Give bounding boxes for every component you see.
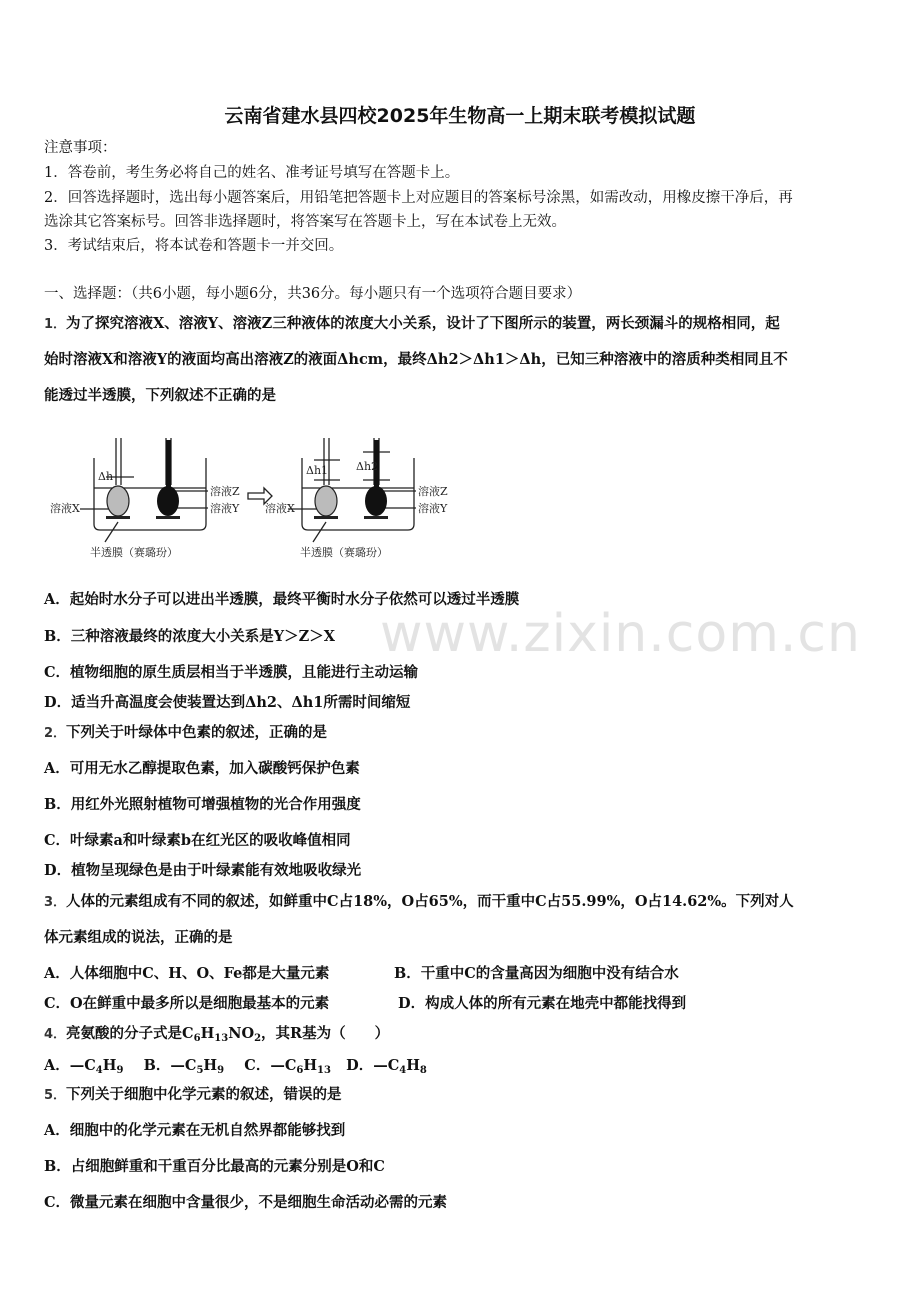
option: C．微量元素在细胞中含量很少，不是细胞生命活动必需的元素 [44, 1194, 448, 1211]
question-number: 3． [44, 895, 67, 910]
notice-item: 选涂其它答案标号。回答非选择题时，将答案写在答题卡上，写在本试卷上无效。 [44, 214, 566, 230]
question-number: 5． [44, 1088, 67, 1103]
option: D．植物呈现绿色是由于叶绿素能有效地吸收绿光 [44, 862, 362, 879]
label-dh1: Δh1 [306, 464, 329, 477]
label-membrane: 半透膜（赛璐玢） [90, 546, 178, 559]
question-number: 1． [44, 317, 67, 332]
question-3-line: 体元素组成的说法，正确的是 [44, 929, 233, 946]
section-heading: 一、选择题：（共6小题，每小题6分，共36分。每小题只有一个选项符合题目要求） [44, 286, 582, 302]
label-solution-z: 溶液Z [418, 485, 448, 498]
option: B．三种溶液最终的浓度大小关系是Y＞Z＞X [44, 628, 335, 645]
option: A．细胞中的化学元素在无机自然界都能够找到 [44, 1122, 346, 1139]
label-solution-x: 溶液X [265, 502, 295, 515]
label-dh2: Δh2 [356, 460, 379, 473]
option: A．起始时水分子可以进出半透膜，最终平衡时水分子依然可以透过半透膜 [44, 591, 520, 608]
notice-item: 1．答卷前，考生务必将自己的姓名、准考证号填写在答题卡上。 [44, 165, 460, 181]
watermark: www.zixin.com.cn [380, 604, 861, 664]
notice-item: 3．考试结束后，将本试卷和答题卡一并交回。 [44, 238, 344, 254]
option: C．叶绿素a和叶绿素b在红光区的吸收峰值相同 [44, 832, 351, 849]
label-membrane: 半透膜（赛璐玢） [300, 546, 388, 559]
option: C．植物细胞的原生质层相当于半透膜，且能进行主动运输 [44, 664, 419, 681]
notice-heading: 注意事项： [44, 140, 117, 156]
option: A．人体细胞中C、H、O、Fe都是大量元素 [44, 965, 330, 982]
label-solution-x: 溶液X [50, 502, 80, 515]
question-1-line: 1．为了探究溶液X、溶液Y、溶液Z三种液体的浓度大小关系，设计了下图所示的装置，两长颈漏斗的规格相同，起 [44, 315, 780, 332]
question-2-stem: 2．下列关于叶绿体中色素的叙述，正确的是 [44, 724, 328, 741]
label-dh: Δh [98, 470, 114, 483]
question-1-line: 能透过半透膜，下列叙述不正确的是 [44, 387, 276, 404]
option-c: C．$—C_6H_{13}$ [244, 1057, 331, 1076]
notice-item: 2．回答选择题时，选出每小题答案后，用铅笔把答题卡上对应题目的答案标号涂黑，如需改动，用橡皮擦干净后，再 [44, 190, 793, 206]
question-4-stem: 4．亮氨酸的分子式是$C_6H_{13}NO_2$，其R基为（ ） [44, 1025, 390, 1044]
question-number: 4． [44, 1027, 67, 1042]
option: D．构成人体的所有元素在地壳中都能找得到 [398, 995, 687, 1012]
option: B．用红外光照射植物可增强植物的光合作用强度 [44, 796, 361, 813]
option-b: B．$—C_5H_9$ [143, 1057, 225, 1076]
question-5-stem: 5．下列关于细胞中化学元素的叙述，错误的是 [44, 1086, 342, 1103]
question-number: 2． [44, 726, 67, 741]
page-title: 云南省建水县四校2025年生物高一上期末联考模拟试题 [224, 105, 696, 127]
option: C．O在鲜重中最多所以是细胞最基本的元素 [44, 995, 330, 1012]
osmosis-apparatus-figure [50, 430, 470, 570]
question-3-line: 3．人体的元素组成有不同的叙述，如鲜重中C占18%，O占65%，而干重中C占55.99%，O占14.62%。下列对人 [44, 893, 794, 910]
option: B．干重中C的含量高因为细胞中没有结合水 [394, 965, 679, 982]
option: D．适当升高温度会使装置达到Δh2、Δh1所需时间缩短 [44, 694, 411, 711]
label-solution-y: 溶液Y [210, 502, 240, 515]
option-a: A．$—C_4H_9$ [44, 1057, 124, 1076]
option: A．可用无水乙醇提取色素，加入碳酸钙保护色素 [44, 760, 360, 777]
option-d: D．$—C_4H_8$ [346, 1057, 427, 1076]
question-4-options [44, 1056, 427, 1076]
option: B．占细胞鲜重和干重百分比最高的元素分别是O和C [44, 1158, 385, 1175]
label-solution-z: 溶液Z [210, 485, 240, 498]
label-solution-y: 溶液Y [418, 502, 448, 515]
question-1-line: 始时溶液X和溶液Y的液面均高出溶液Z的液面Δhcm，最终Δh2＞Δh1＞Δh，已知三种溶液中的溶质种类相同且不 [44, 351, 788, 368]
